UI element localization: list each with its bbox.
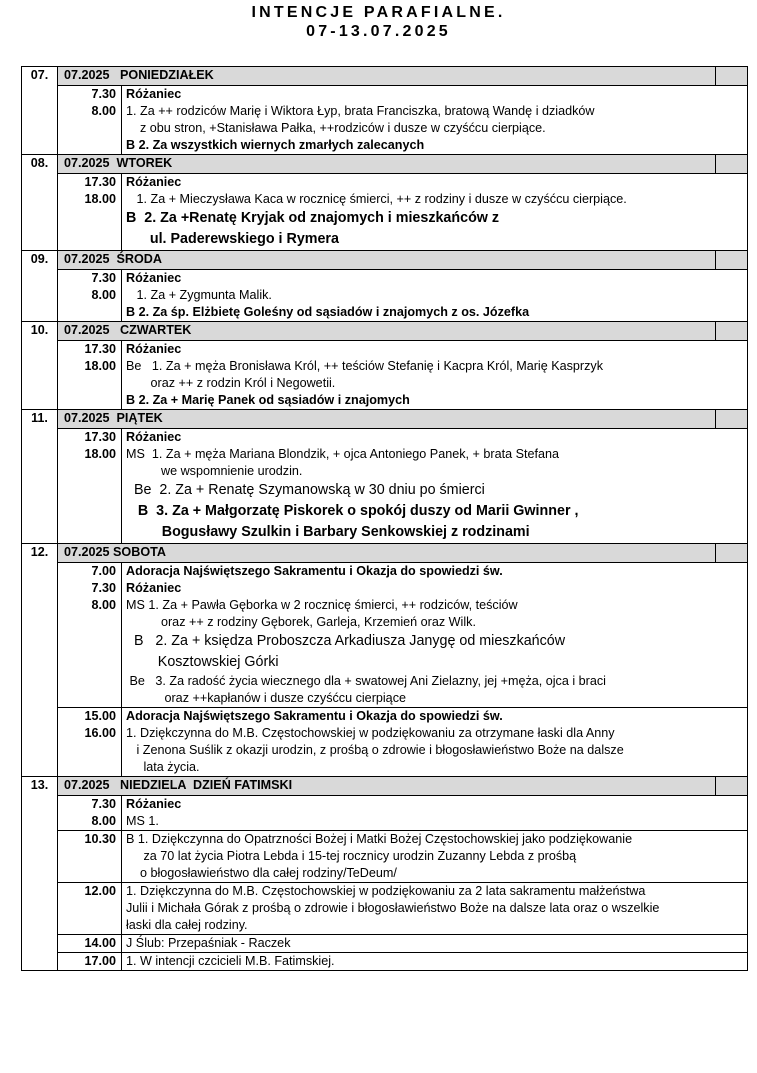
intention-row [22, 708, 748, 777]
intention-line: 1. Za + Mieczysława Kaca w rocznicę śmierci, ++ z rodziny i dusze w czyśćcu cierpiące. [126, 192, 627, 206]
intention-text [122, 563, 748, 708]
mass-time: 15.00 [84, 709, 116, 723]
day-number: 09. [22, 251, 58, 322]
intention-line: we wspomnienie urodzin. [126, 464, 303, 478]
day-number: 08. [22, 155, 58, 251]
intention-row [22, 563, 748, 708]
intention-line: Różaniec [126, 430, 182, 444]
intention-row [22, 86, 748, 155]
day-label: 07.2025 PONIEDZIAŁEK [58, 67, 716, 86]
mass-times [58, 270, 122, 322]
day-label: 07.2025 NIEDZIELA DZIEŃ FATIMSKI [58, 777, 716, 796]
day-number: 07. [22, 67, 58, 155]
intention-line: z obu stron, +Stanisława Pałka, ++rodziców i dusze w czyśćcu cierpiące. [126, 121, 546, 135]
intention-row [22, 883, 748, 935]
intention-line: Be 3. Za radość życia wiecznego dla + swatowej Ani Zielazny, jej +męża, ojca i braci [126, 674, 606, 688]
intention-row [22, 953, 748, 971]
intention-text [122, 831, 748, 883]
mass-time: 7.00 [91, 564, 116, 578]
day-number: 13. [22, 777, 58, 971]
day-header-row [22, 155, 748, 174]
mass-time: 14.00 [84, 936, 116, 950]
intention-line: Różaniec [126, 271, 182, 285]
intention-line: lata życia. [126, 760, 200, 774]
day-label: 07.2025 SOBOTA [58, 544, 716, 563]
day-header-end-cell [716, 322, 748, 341]
intention-line: Różaniec [126, 342, 182, 356]
mass-time: 8.00 [91, 814, 116, 828]
intention-line: MS 1. Za + Pawła Gęborka w 2 rocznicę śmierci, ++ rodziców, teściów [126, 598, 518, 612]
mass-time: 16.00 [84, 726, 116, 740]
mass-times [58, 883, 122, 935]
intention-line: Różaniec [126, 797, 182, 811]
mass-times [58, 341, 122, 410]
mass-time: 12.00 [84, 884, 116, 898]
intention-row [22, 429, 748, 544]
page-title: INTENCJE PARAFIALNE. [251, 4, 506, 21]
intention-line: Kosztowskiej Górki [126, 654, 279, 670]
mass-time: 8.00 [91, 104, 116, 118]
mass-time: 7.30 [91, 87, 116, 101]
mass-time: 8.00 [91, 598, 116, 612]
day-label: 07.2025 ŚRODA [58, 251, 716, 270]
intention-text [122, 953, 748, 971]
intention-line: Julii i Michała Górak z prośbą o zdrowie i błogosławieństwo Boże na dalsze lata oraz o wszelkie [126, 901, 660, 915]
date-range: 07-13.07.2025 [306, 23, 451, 40]
intention-line: B 3. Za + Małgorzatę Piskorek o spokój duszy od Marii Gwinner , [126, 503, 579, 519]
intention-line: Adoracja Najświętszego Sakramentu i Okazja do spowiedzi św. [126, 709, 503, 723]
day-header-end-cell [716, 251, 748, 270]
day-header-row [22, 410, 748, 429]
day-header-row [22, 322, 748, 341]
mass-times [58, 935, 122, 953]
intention-line: 1. Dziękczynna do M.B. Częstochowskiej w podziękowaniu za 2 lata sakramentu małżeństwa [126, 884, 646, 898]
intention-line: MS 1. Za + męża Mariana Blondzik, + ojca Antoniego Panek, + brata Stefana [126, 447, 559, 461]
mass-times [58, 831, 122, 883]
mass-times [58, 174, 122, 251]
day-label: 07.2025 WTOREK [58, 155, 716, 174]
intention-row [22, 935, 748, 953]
intention-text [122, 796, 748, 831]
mass-times [58, 953, 122, 971]
mass-times [58, 563, 122, 708]
mass-time: 7.30 [91, 271, 116, 285]
intention-line: o błogosławieństwo dla całej rodziny/TeDeum/ [126, 866, 397, 880]
intention-line: oraz ++ z rodziny Gęborek, Garleja, Krzemień oraz Wilk. [126, 615, 476, 629]
day-header-end-cell [716, 410, 748, 429]
day-header-end-cell [716, 777, 748, 796]
mass-times [58, 796, 122, 831]
intention-row [22, 796, 748, 831]
mass-times [58, 708, 122, 777]
intention-line: MS 1. [126, 814, 159, 828]
intention-line: Różaniec [126, 175, 182, 189]
intention-line: Be 2. Za + Renatę Szymanowską w 30 dniu po śmierci [126, 482, 485, 498]
intention-text [122, 429, 748, 544]
day-header-row [22, 544, 748, 563]
day-header-end-cell [716, 544, 748, 563]
intention-text [122, 883, 748, 935]
day-header-row [22, 251, 748, 270]
intention-line: Bogusławy Szulkin i Barbary Senkowskiej z rodzinami [126, 524, 530, 540]
intention-line: 1. W intencji czcicieli M.B. Fatimskiej. [126, 954, 335, 968]
intention-line: B 1. Dziękczynna do Opatrzności Bożej i Matki Bożej Częstochowskiej jako podziękowanie [126, 832, 633, 846]
mass-times [58, 86, 122, 155]
mass-time: 18.00 [84, 447, 116, 461]
intention-text [122, 86, 748, 155]
day-header-row [22, 777, 748, 796]
intention-line: i Zenona Suślik z okazji urodzin, z prośbą o zdrowie i błogosławieństwo Boże na dalsze [126, 743, 624, 757]
mass-time: 18.00 [84, 359, 116, 373]
intention-text [122, 935, 748, 953]
day-number: 11. [22, 410, 58, 544]
intention-line: 1. Dziękczynna do M.B. Częstochowskiej w podziękowaniu za otrzymane łaski dla Anny [126, 726, 615, 740]
intention-row [22, 174, 748, 251]
intention-line: za 70 lat życia Piotra Lebda i 15-tej rocznicy urodzin Zuzanny Lebda z prośbą [126, 849, 577, 863]
day-label: 07.2025 CZWARTEK [58, 322, 716, 341]
mass-time: 7.30 [91, 581, 116, 595]
intention-text [122, 341, 748, 410]
intention-line: Różaniec [126, 87, 182, 101]
mass-time: 17.30 [84, 175, 116, 189]
intention-line: B 2. Za + Marię Panek od sąsiadów i znajomych [126, 393, 410, 407]
day-label: 07.2025 PIĄTEK [58, 410, 716, 429]
intentions-table [21, 66, 748, 971]
intention-line: łaski dla całej rodziny. [126, 918, 248, 932]
intention-line: 1. Za ++ rodziców Marię i Wiktora Łyp, brata Franciszka, bratową Wandę i dziadków [126, 104, 595, 118]
mass-time: 17.30 [84, 430, 116, 444]
day-header-end-cell [716, 67, 748, 86]
intention-line: Różaniec [126, 581, 182, 595]
intention-text [122, 270, 748, 322]
intention-line: B 2. Za wszystkich wiernych zmarłych zalecanych [126, 138, 425, 152]
intention-line: Adoracja Najświętszego Sakramentu i Okazja do spowiedzi św. [126, 564, 503, 578]
mass-time: 17.30 [84, 342, 116, 356]
intention-row [22, 831, 748, 883]
intention-text [122, 174, 748, 251]
mass-time: 18.00 [84, 192, 116, 206]
day-number: 12. [22, 544, 58, 777]
intention-line: ul. Paderewskiego i Rymera [126, 231, 339, 247]
day-header-end-cell [716, 155, 748, 174]
intention-line: B 2. Za śp. Elżbietę Goleśny od sąsiadów i znajomych z os. Józefka [126, 305, 530, 319]
mass-time: 8.00 [91, 288, 116, 302]
intention-line: oraz ++ z rodzin Król i Negowetii. [126, 376, 336, 390]
intention-line: Be 1. Za + męża Bronisława Król, ++ teściów Stefanię i Kacpra Król, Marię Kasprzyk [126, 359, 604, 373]
intention-line: J Ślub: Przepaśniak - Raczek [126, 936, 291, 950]
mass-time: 17.00 [84, 954, 116, 968]
intention-line: B 2. Za + księdza Proboszcza Arkadiusza Janygę od mieszkańców [126, 633, 566, 649]
intention-row [22, 270, 748, 322]
intention-line: 1. Za + Zygmunta Malik. [126, 288, 272, 302]
intention-row [22, 341, 748, 410]
intention-line: B 2. Za +Renatę Kryjak od znajomych i mieszkańców z [126, 210, 500, 226]
intention-line: oraz ++kapłanów i dusze czyśćcu cierpiące [126, 691, 406, 705]
mass-times [58, 429, 122, 544]
mass-time: 10.30 [84, 832, 116, 846]
day-header-row [22, 67, 748, 86]
mass-time: 7.30 [91, 797, 116, 811]
day-number: 10. [22, 322, 58, 410]
intention-text [122, 708, 748, 777]
